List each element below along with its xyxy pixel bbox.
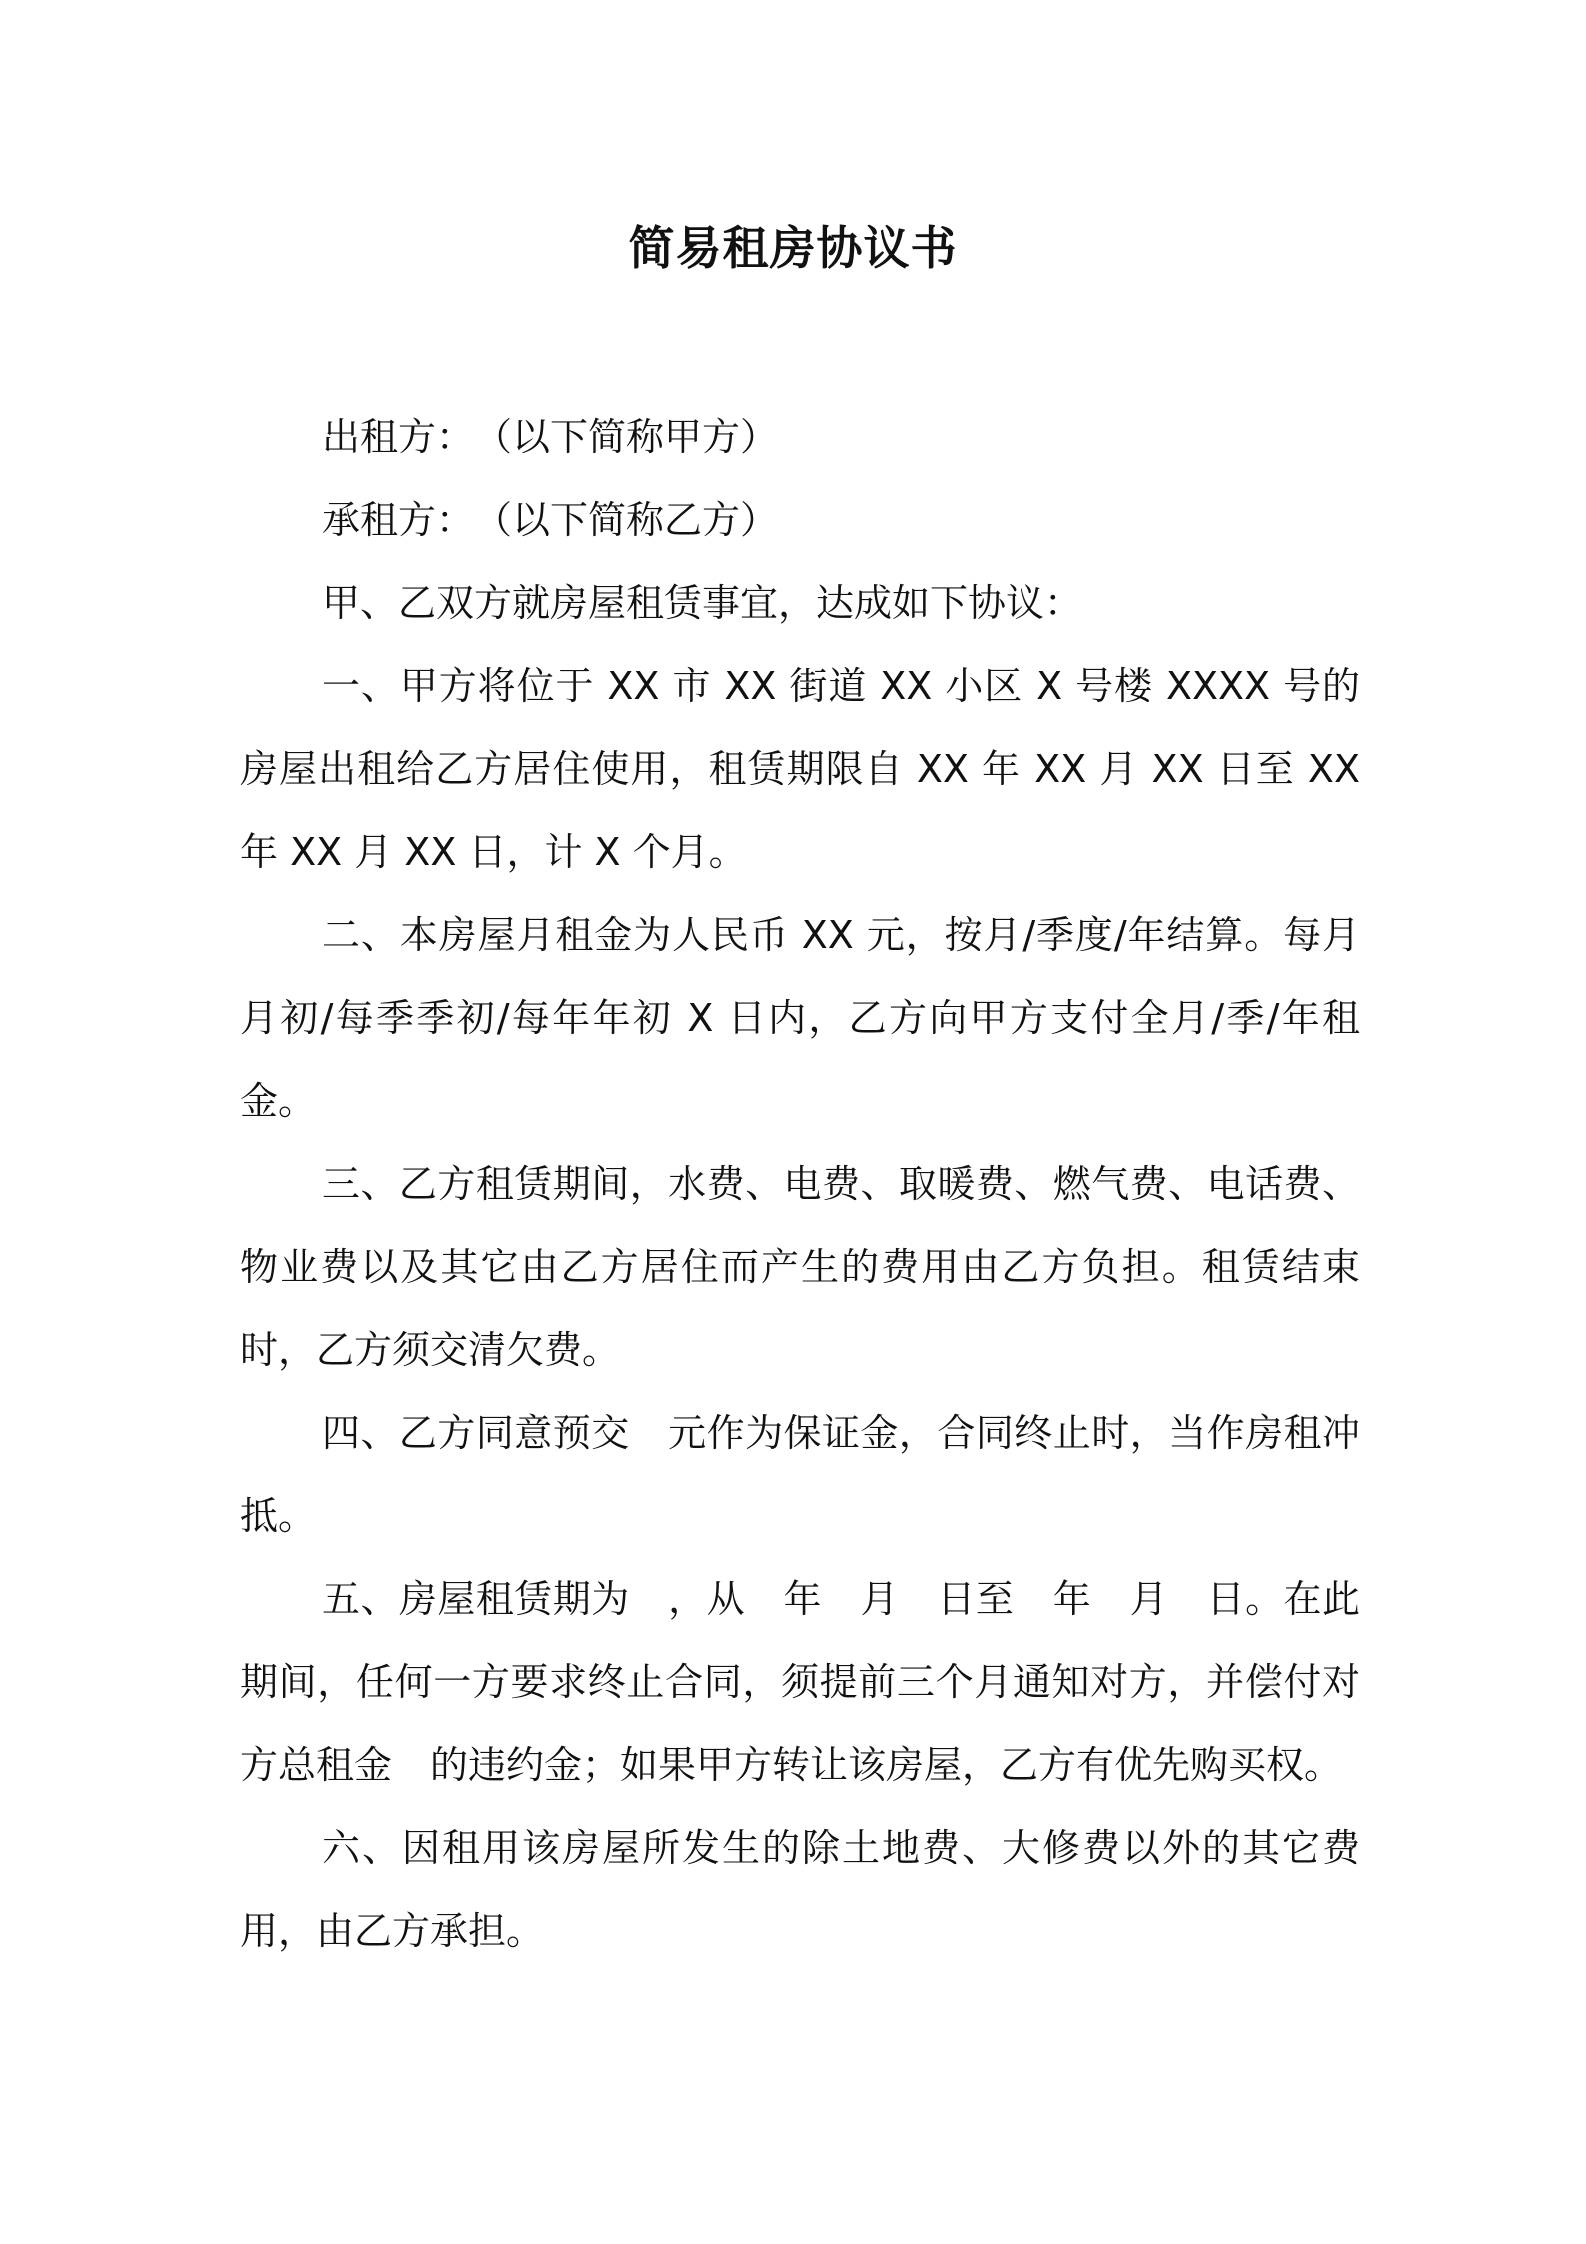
clause-1: 一、甲方将位于 XX 市 XX 街道 XX 小区 X 号楼 XXXX 号的房屋出租给乙方居住使用，租赁期限自 XX 年 XX 月 XX 日至 XX 年 XX 月 XX 日，计 X 个月。 bbox=[240, 664, 1360, 874]
clause-5: 五、房屋租赁期为 ，从 年 月 日至 年 月 日。在此期间，任何一方要求终止合同，须提前三个月通知对方，并偿付对方总租金 的违约金；如果甲方转让该房屋，乙方有优先购买权。 bbox=[240, 1577, 1360, 1787]
lessee-line: 承租方： （以下简称乙方） bbox=[322, 498, 779, 542]
lessor-line: 出租方： （以下简称甲方） bbox=[322, 415, 779, 459]
document-body bbox=[240, 396, 1360, 1973]
clause-6: 六、因租用该房屋所发生的除土地费、大修费以外的其它费用，由乙方承担。 bbox=[240, 1826, 1360, 1953]
agreement-intro: 甲、乙双方就房屋租赁事宜，达成如下协议： bbox=[322, 581, 1083, 625]
document-title: 简易租房协议书 bbox=[628, 221, 958, 275]
clause-3: 三、乙方租赁期间，水费、电费、取暖费、燃气费、电话费、物业费以及其它由乙方居住而产生的费用由乙方负担。租赁结束时，乙方须交清欠费。 bbox=[240, 1162, 1360, 1372]
clause-2: 二、本房屋月租金为人民币 XX 元，按月/季度/年结算。每月月初/每季季初/每年年初 X 日内，乙方向甲方支付全月/季/年租金。 bbox=[240, 913, 1360, 1123]
clause-4: 四、乙方同意预交 元作为保证金，合同终止时，当作房租冲抵。 bbox=[240, 1411, 1360, 1538]
